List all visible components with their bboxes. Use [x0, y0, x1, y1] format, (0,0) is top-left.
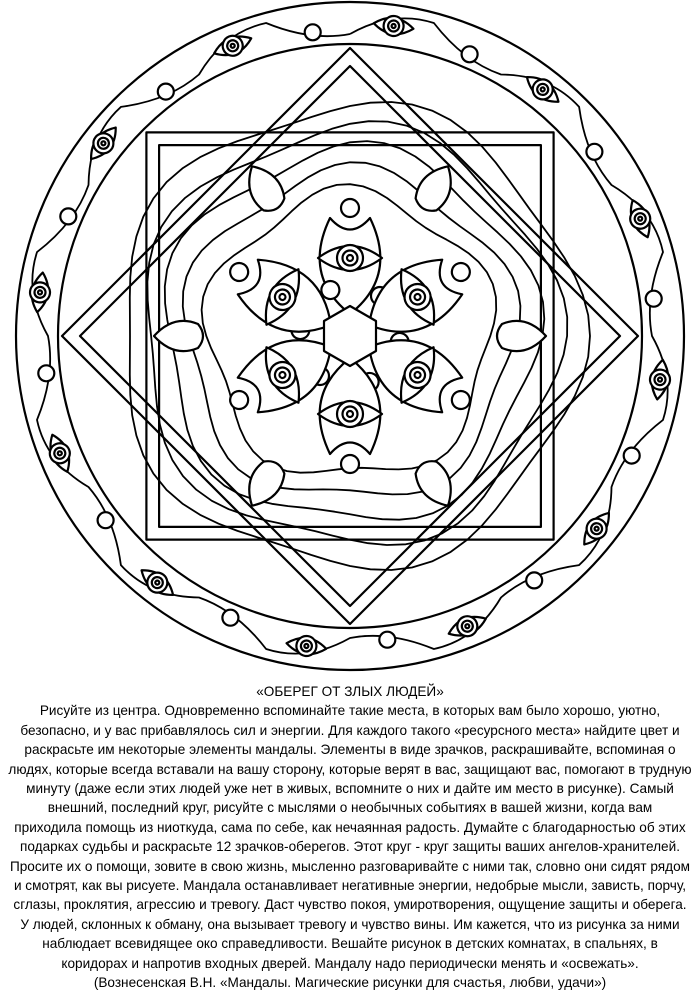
ring-bead: [526, 572, 542, 588]
description-lines: [0, 701, 700, 992]
ring-eye: [210, 29, 255, 63]
description-line: коридорах и напротив входных дверей. Мандалу надо периодически менять и «освежать».: [61, 955, 639, 971]
eye-dot: [57, 451, 62, 456]
center-hexagon: [324, 306, 376, 366]
petal-bead: [449, 260, 474, 285]
mandala-title: «ОБЕРЕГ ОТ ЗЛЫХ ЛЮДЕЙ»: [256, 684, 444, 699]
description-line: У людей, склонных к обману, она вызывает тревогу и чувство вины. Им кажется, что из рисунка за ними: [20, 916, 680, 932]
ring-bead: [462, 46, 478, 62]
eye-dot: [540, 87, 546, 93]
description-line: Рисуйте из центра. Одновременно вспоминайте такие места, в которых вам было хорошо, уютно,: [39, 703, 661, 719]
ring-eye: [647, 358, 672, 400]
eye-dot: [38, 290, 43, 295]
ring-bead: [646, 291, 662, 307]
petal-bead: [227, 260, 252, 285]
description-line: Просите их о помощи, зовите в свою жизнь, мысленно разговаривайте с ними так, словно они сидят рядом: [9, 858, 691, 874]
ring-bead: [305, 24, 321, 40]
description-line: наблюдает всевидящее око справедливости. Вешайте рисунок в детских комнатах, в спальнях, в: [42, 936, 658, 952]
petal-shape: [239, 159, 290, 217]
petal-dot: [347, 411, 353, 417]
ring-bead: [379, 632, 395, 648]
petal-shape: [154, 321, 203, 351]
description-line: безопасно, и у вас прибавлялось сил и энергии. Для каждого такого «ресурсного места» найдите цвет и: [20, 722, 680, 738]
petal-dot: [278, 293, 286, 301]
description-line: раскрасьте им некоторые элементы мандалы. Элементы в виде зрачков, раскрашивайте, вспоминая о: [24, 742, 676, 758]
description-line: минуту (даже если этих людей уже нет в живых, вспомните о них и дайте им место в рисунке). Самый: [26, 781, 674, 797]
description-line: внешний, последний круг, рисуйте с мыслями о необычных событиях в вашей жизни, когда вам: [47, 800, 653, 816]
outer-petal: [410, 159, 461, 217]
eye-dot: [465, 624, 470, 629]
ring-eye: [285, 633, 327, 658]
eye-dot: [658, 377, 663, 382]
description-line: приходила помощь из ниоткуда, сама по себе, как нечаянная радость. Думайте с благодарностью об этих: [14, 819, 686, 835]
outer-petal: [410, 456, 461, 514]
ring-bead: [38, 365, 54, 381]
description-line: и смотрят, как вы рисуете. Мандала останавливает негативные энергии, недобрые мысли, зависть, порчу,: [13, 878, 687, 894]
eye-dot: [230, 43, 235, 48]
ring-bead: [586, 144, 602, 160]
text-block: [0, 682, 700, 993]
description-line: подарках судьбы и раскрасьте 12 зрачков-оберегов. Этот круг - круг защиты ваших ангелов-хранителей.: [20, 839, 680, 855]
ring-eye: [43, 431, 77, 476]
ring-eye: [623, 196, 657, 241]
petal-dot: [413, 371, 421, 379]
eye-dot: [101, 140, 107, 146]
ring-eye: [445, 609, 490, 643]
petal-shape: [410, 159, 461, 217]
eye-dot: [304, 644, 309, 649]
petal-shape: [410, 456, 461, 514]
eye-dot: [594, 526, 600, 532]
ring-bead: [222, 610, 238, 626]
petal-bead: [227, 388, 252, 413]
petal-dot: [347, 255, 353, 261]
description-line: людях, которые всегда вставали на вашу сторону, которые верят в вас, защищают вас, помогают в трудную: [8, 761, 692, 777]
ring-bead: [98, 512, 114, 528]
description-line: сглазы, проклятия, агрессию и тревогу. Даст чувство покоя, умиротворения, ощущение защиты и оберега.: [13, 897, 687, 913]
petal-dot: [413, 293, 421, 301]
eye-dot: [154, 580, 160, 586]
petal-bead: [341, 199, 359, 217]
eye-dot: [638, 216, 643, 221]
ring-eye: [372, 13, 414, 38]
ring-bead: [158, 84, 174, 100]
outer-petal: [239, 159, 290, 217]
outer-petal: [154, 321, 203, 351]
description-line: (Вознесенская В.Н. «Мандалы. Магические рисунки для счастья, любви, удачи»): [93, 975, 607, 991]
ring-eye: [27, 271, 52, 313]
ring-bead: [624, 448, 640, 464]
eye-dot: [391, 24, 396, 29]
petal-bead: [341, 455, 359, 473]
ring-bead: [60, 208, 76, 224]
petal-dot: [278, 371, 286, 379]
